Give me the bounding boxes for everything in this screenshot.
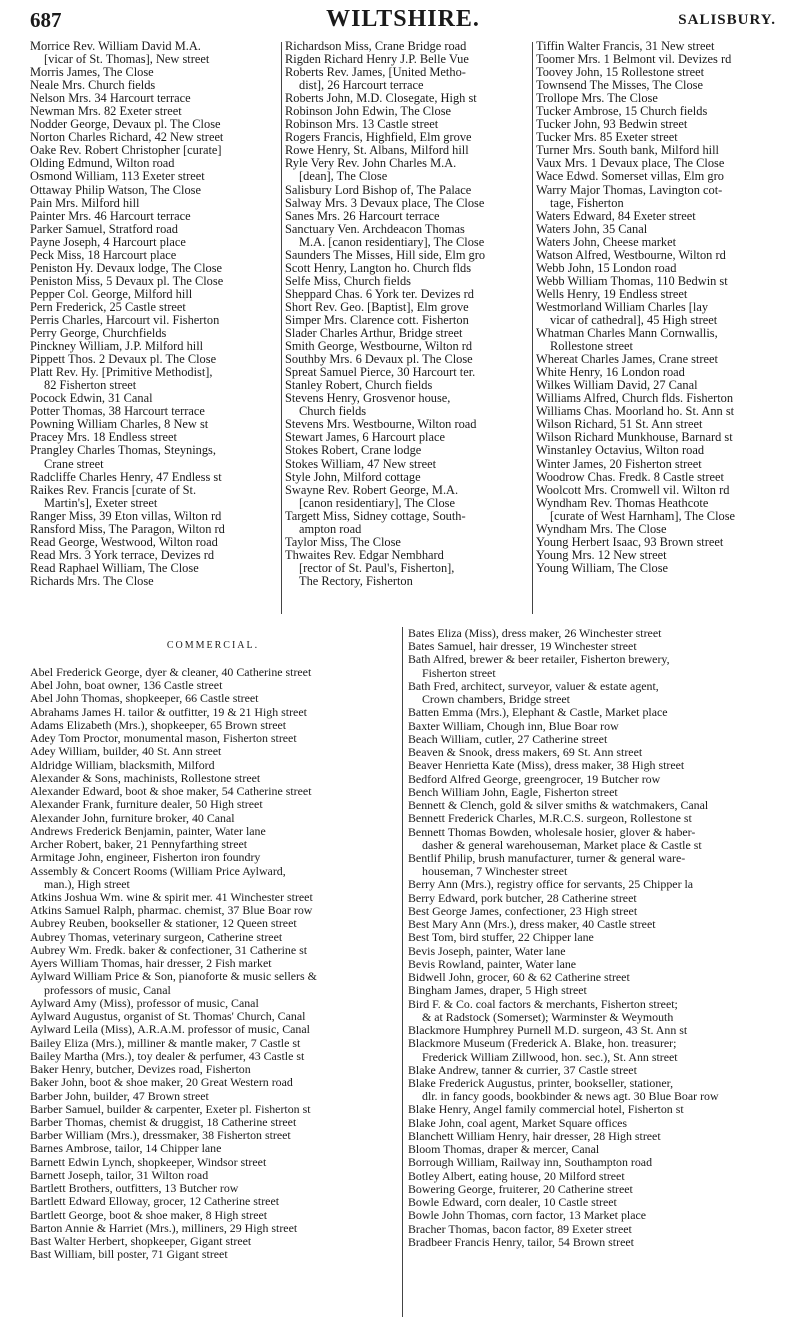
directory-entry: Ottaway Philip Watson, The Close	[30, 183, 201, 197]
directory-entry: Bird F. & Co. coal factors & merchants, Fisherton street;	[408, 997, 678, 1011]
directory-entry: Alexander Frank, furniture dealer, 50 High street	[30, 798, 263, 812]
directory-entry: Robinson John Edwin, The Close	[285, 105, 452, 119]
directory-entry: Abrahams James H. tailor & outfitter, 19 & 21 High street	[30, 705, 307, 719]
directory-entry: Berry Ann (Mrs.), registry office for servants, 25 Chipper la	[408, 878, 694, 892]
directory-entry: Ayers William Thomas, hair dresser, 2 Fish market	[30, 957, 272, 971]
directory-entry: Bowle John Thomas, corn factor, 13 Market place	[408, 1209, 647, 1223]
directory-entry: Adams Elizabeth (Mrs.), shopkeeper, 65 Brown street	[30, 718, 287, 732]
directory-entry: Bingham James, draper, 5 High street	[408, 984, 587, 998]
directory-entry: Bennett Thomas Bowden, wholesale hosier, glover & haber-	[408, 825, 696, 839]
directory-entry: Bath Fred, architect, surveyor, valuer & estate agent,	[408, 679, 659, 693]
directory-entry: Aldridge William, blacksmith, Milford	[30, 758, 215, 772]
directory-entry: Whatman Charles Mann Cornwallis,	[536, 327, 718, 341]
directory-entry: Prangley Charles Thomas, Steynings,	[30, 444, 216, 458]
directory-entry: Blanchett William Henry, hair dresser, 28 High street	[408, 1129, 661, 1143]
private-residents-column-1	[30, 40, 278, 588]
directory-entry: Bloom Thomas, draper & mercer, Canal	[408, 1143, 600, 1157]
directory-entry: Best Tom, bird stuffer, 22 Chipper lane	[408, 931, 594, 945]
directory-entry-continuation: [rector of St. Paul's, Fisherton],	[299, 561, 455, 575]
directory-entry: Osmond William, 113 Exeter street	[30, 170, 205, 184]
directory-entry-continuation: Crown chambers, Bridge street	[422, 693, 570, 707]
private-residents-column-3	[536, 40, 782, 575]
directory-entry: Woolcott Mrs. Cromwell vil. Wilton rd	[536, 483, 730, 497]
directory-entry: Webb John, 15 London road	[536, 261, 677, 275]
directory-entry: Winter James, 20 Fisherton street	[536, 457, 702, 471]
directory-entry: Young William, The Close	[536, 561, 669, 575]
directory-entry: Alexander & Sons, machinists, Rollestone street	[30, 771, 261, 785]
directory-entry: Sanes Mrs. 26 Harcourt terrace	[285, 209, 440, 223]
directory-entry-continuation: Fisherton street	[422, 666, 496, 680]
directory-entry: Read Raphael William, The Close	[30, 561, 199, 575]
directory-entry: Read George, Westwood, Wilton road	[30, 535, 218, 549]
directory-entry-continuation: Church fields	[299, 405, 367, 419]
directory-entry-continuation: [vicar of St. Thomas], New street	[44, 53, 210, 67]
directory-entry: Whereat Charles James, Crane street	[536, 353, 718, 367]
directory-entry: Blackmore Museum (Frederick A. Blake, hon. treasurer;	[408, 1037, 677, 1051]
directory-entry: Bedford Alfred George, greengrocer, 19 Butcher row	[408, 772, 661, 786]
directory-entry: Bradbeer Francis Henry, tailor, 54 Brown street	[408, 1235, 634, 1249]
directory-entry: Stevens Mrs. Westbourne, Wilton road	[285, 418, 477, 432]
directory-entry: Simper Mrs. Clarence cott. Fisherton	[285, 313, 469, 327]
directory-entry: Trollope Mrs. The Close	[536, 92, 658, 106]
directory-entry: Nelson Mrs. 34 Harcourt terrace	[30, 92, 191, 106]
directory-entry-continuation: Crane street	[44, 457, 104, 471]
directory-entry-continuation: dlr. in fancy goods, bookbinder & news agt. 30 Blue Boar row	[422, 1090, 719, 1104]
directory-entry: Bennett & Clench, gold & silver smiths & watchmakers, Canal	[408, 799, 709, 813]
directory-entry: Adey Tom Proctor, monumental mason, Fisherton street	[30, 732, 297, 746]
directory-entry: Berry Edward, pork butcher, 28 Catherine street	[408, 891, 637, 905]
directory-entry: Raikes Rev. Francis [curate of St.	[30, 483, 197, 497]
directory-entry: Barber Thomas, chemist & druggist, 18 Catherine street	[30, 1115, 297, 1129]
directory-entry-continuation: Rollestone street	[550, 340, 633, 354]
directory-entry: Wilkes William David, 27 Canal	[536, 379, 698, 393]
directory-entry: Targett Miss, Sidney cottage, South-	[285, 509, 466, 523]
directory-entry: Atkins Samuel Ralph, pharmac. chemist, 37 Blue Boar row	[30, 904, 313, 918]
directory-entry: Wyndham Mrs. The Close	[536, 522, 667, 536]
directory-entry: Stanley Robert, Church fields	[285, 379, 433, 393]
directory-entry: Bast Walter Herbert, shopkeeper, Gigant street	[30, 1235, 252, 1249]
directory-entry: Short Rev. Geo. [Baptist], Elm grove	[285, 300, 469, 314]
directory-entry: Sheppard Chas. 6 York ter. Devizes rd	[285, 287, 474, 301]
directory-entry: Bidwell John, grocer, 60 & 62 Catherine street	[408, 971, 630, 985]
column-rule	[532, 42, 533, 614]
directory-entry-continuation: tage, Fisherton	[550, 196, 624, 210]
directory-entry: Smith George, Westbourne, Wilton rd	[285, 340, 473, 354]
directory-entry: Archer Robert, baker, 21 Pennyfarthing street	[30, 838, 248, 852]
directory-entry: Barber Samuel, builder & carpenter, Exeter pl. Fisherton st	[30, 1102, 311, 1116]
directory-entry: Salisbury Lord Bishop of, The Palace	[285, 183, 472, 197]
directory-entry: Morris James, The Close	[30, 66, 154, 80]
directory-entry: Saunders The Misses, Hill side, Elm gro	[285, 248, 486, 262]
directory-entry-continuation: man.), High street	[44, 877, 130, 891]
directory-entry: Warry Major Thomas, Lavington cot-	[536, 183, 723, 197]
directory-entry: Aylward Leila (Miss), A.R.A.M. professor of music, Canal	[30, 1023, 310, 1037]
directory-entry: Blackmore Humphrey Purnell M.D. surgeon, 43 St. Ann st	[408, 1024, 688, 1038]
directory-entry: Perris Charles, Harcourt vil. Fisherton	[30, 313, 220, 327]
commercial-column-1	[30, 666, 396, 1262]
directory-entry: Atkins Joshua Wm. wine & spirit mer. 41 Winchester street	[30, 890, 313, 904]
directory-entry: Young Mrs. 12 New street	[536, 548, 667, 562]
directory-entry: Bennett Frederick Charles, M.R.C.S. surgeon, Rollestone st	[408, 812, 692, 826]
directory-entry: Waters John, Cheese market	[536, 235, 677, 249]
column-rule	[402, 627, 403, 1317]
directory-entry: Bartlett Brothers, outfitters, 13 Butcher row	[30, 1182, 239, 1196]
directory-entry: Stevens Henry, Grosvenor house,	[285, 392, 451, 406]
directory-entry: Vaux Mrs. 1 Devaux place, The Close	[536, 157, 725, 171]
directory-entry-continuation: [dean], The Close	[299, 170, 388, 184]
directory-entry-continuation: The Rectory, Fisherton	[299, 574, 413, 588]
directory-entry: Bast William, bill poster, 71 Gigant street	[30, 1248, 228, 1262]
directory-entry: Alexander John, furniture broker, 40 Canal	[30, 811, 235, 825]
running-header	[30, 6, 776, 36]
directory-entry: Bath Alfred, brewer & beer retailer, Fisherton brewery,	[408, 653, 670, 667]
directory-entry: Bracher Thomas, bacon factor, 89 Exeter street	[408, 1222, 632, 1236]
town-heading: SALISBURY.	[678, 12, 776, 28]
directory-entry: Blake Henry, Angel family commercial hotel, Fisherton st	[408, 1103, 684, 1117]
directory-entry: Roberts John, M.D. Closegate, High st	[285, 92, 477, 106]
directory-entry: Bowle Edward, corn dealer, 10 Castle street	[408, 1196, 617, 1210]
directory-entry: Stokes Robert, Crane lodge	[285, 444, 422, 458]
directory-entry: Bench William John, Eagle, Fisherton street	[408, 785, 618, 799]
directory-entry: Pracey Mrs. 18 Endless street	[30, 431, 177, 445]
directory-entry: Borrough William, Railway inn, Southampton road	[408, 1156, 653, 1170]
directory-entry: Bentlif Philip, brush manufacturer, turner & general ware-	[408, 851, 686, 865]
commercial-column-2	[408, 627, 784, 1249]
directory-entry-continuation: M.A. [canon residentiary], The Close	[299, 235, 485, 249]
directory-entry: Tucker John, 93 Bedwin street	[536, 118, 688, 132]
directory-entry: Richards Mrs. The Close	[30, 574, 154, 588]
directory-entry: Morrice Rev. William David M.A.	[30, 40, 201, 53]
directory-entry: Oake Rev. Robert Christopher [curate]	[30, 144, 222, 158]
directory-entry: Turner Mrs. South bank, Milford hill	[536, 144, 719, 158]
directory-entry: Baker John, boot & shoe maker, 20 Great Western road	[30, 1076, 293, 1090]
directory-entry: Abel Frederick George, dyer & cleaner, 40 Catherine street	[30, 666, 312, 679]
directory-entry: Peniston Miss, 5 Devaux pl. The Close	[30, 274, 224, 288]
directory-entry: Aubrey Wm. Fredk. baker & confectioner, 31 Catherine st	[30, 943, 307, 957]
directory-entry: Tucker Mrs. 85 Exeter street	[536, 131, 678, 145]
directory-entry: Armitage John, engineer, Fisherton iron foundry	[30, 851, 261, 865]
directory-entry: Norton Charles Richard, 42 New street	[30, 131, 224, 145]
directory-entry: Andrews Frederick Benjamin, painter, Water lane	[30, 824, 266, 838]
directory-entry: Barber William (Mrs.), dressmaker, 38 Fisherton street	[30, 1129, 291, 1143]
directory-entry: Stokes William, 47 New street	[285, 457, 437, 471]
directory-entry: Spreat Samuel Pierce, 30 Harcourt ter.	[285, 366, 476, 380]
directory-entry: Barnes Ambrose, tailor, 14 Chipper lane	[30, 1142, 222, 1156]
directory-entry: Style John, Milford cottage	[285, 470, 421, 484]
directory-entry: Perry George, Churchfields	[30, 327, 167, 341]
directory-entry: Blake Frederick Augustus, printer, bookseller, stationer,	[408, 1076, 674, 1090]
directory-entry-continuation: dasher & general warehouseman, Market place & Castle st	[422, 838, 702, 852]
directory-entry: Botley Albert, eating house, 20 Milford street	[408, 1169, 625, 1183]
directory-entry-continuation: ampton road	[299, 522, 362, 536]
directory-entry: Robinson Mrs. 13 Castle street	[285, 118, 439, 132]
directory-entry: Baker Henry, butcher, Devizes road, Fisherton	[30, 1063, 251, 1077]
directory-entry: Blake John, coal agent, Market Square offices	[408, 1116, 628, 1130]
directory-entry: Thwaites Rev. Edgar Nembhard	[285, 548, 444, 562]
directory-entry: Rogers Francis, Highfield, Elm grove	[285, 131, 472, 145]
directory-entry: Bailey Martha (Mrs.), toy dealer & perfumer, 43 Castle st	[30, 1049, 305, 1063]
directory-entry: Newman Mrs. 82 Exeter street	[30, 105, 182, 119]
column-rule	[281, 42, 282, 614]
directory-entry: Webb William Thomas, 110 Bedwin st	[536, 274, 728, 288]
directory-entry: Toovey John, 15 Rollestone street	[536, 66, 705, 80]
directory-entry: Watson Alfred, Westbourne, Wilton rd	[536, 248, 726, 262]
directory-entry: Winstanley Octavius, Wilton road	[536, 444, 705, 458]
directory-entry: Powning William Charles, 8 New st	[30, 418, 209, 432]
directory-entry: Woodrow Chas. Fredk. 8 Castle street	[536, 470, 724, 484]
commercial-heading: COMMERCIAL.	[166, 640, 260, 651]
directory-entry: Bartlett George, boot & shoe maker, 8 High street	[30, 1208, 268, 1222]
directory-entry: Taylor Miss, The Close	[285, 535, 401, 549]
directory-entry: Tucker Ambrose, 15 Church fields	[536, 105, 708, 119]
directory-entry: Read Mrs. 3 York terrace, Devizes rd	[30, 548, 215, 562]
directory-entry: Richardson Miss, Crane Bridge road	[285, 40, 467, 53]
directory-entry: Pern Frederick, 25 Castle street	[30, 300, 186, 314]
directory-entry: Waters Edward, 84 Exeter street	[536, 209, 696, 223]
directory-entry: Batten Emma (Mrs.), Elephant & Castle, Market place	[408, 706, 668, 720]
directory-entry: Wilson Richard, 51 St. Ann street	[536, 418, 703, 432]
directory-entry: Williams Alfred, Church flds. Fisherton	[536, 392, 734, 406]
directory-entry: Abel John, boat owner, 136 Castle street	[30, 679, 223, 693]
directory-entry: Best George James, confectioner, 23 High street	[408, 904, 638, 918]
directory-entry: Blake Andrew, tanner & currier, 37 Castle street	[408, 1063, 637, 1077]
directory-entry: Abel John Thomas, shopkeeper, 66 Castle street	[30, 692, 259, 706]
directory-entry: Beaver Henrietta Kate (Miss), dress maker, 38 High street	[408, 759, 685, 773]
directory-entry-continuation: Frederick William Zillwood, hon. sec.), St. Ann street	[422, 1050, 678, 1064]
directory-entry: Bowering George, fruiterer, 20 Catherine street	[408, 1182, 633, 1196]
directory-entry: Southby Mrs. 6 Devaux pl. The Close	[285, 353, 473, 367]
directory-entry: Bartlett Edward Elloway, grocer, 12 Catherine street	[30, 1195, 280, 1209]
directory-entry: Neale Mrs. Church fields	[30, 79, 156, 93]
directory-entry-continuation: [canon residentiary], The Close	[299, 496, 455, 510]
directory-entry: Selfe Miss, Church fields	[285, 274, 411, 288]
directory-entry: Young Herbert Isaac, 93 Brown street	[536, 535, 724, 549]
directory-entry: Roberts Rev. James, [United Metho-	[285, 66, 466, 80]
directory-entry: Barnett Joseph, tailor, 31 Wilton road	[30, 1168, 209, 1182]
directory-entry: Barton Annie & Harriet (Mrs.), milliners, 29 High street	[30, 1221, 298, 1235]
private-residents-column-2	[285, 40, 528, 588]
directory-entry: Ranger Miss, 39 Eton villas, Wilton rd	[30, 509, 222, 523]
directory-entry: Wilson Richard Munkhouse, Barnard st	[536, 431, 733, 445]
directory-entry: Waters John, 35 Canal	[536, 222, 648, 236]
page-title: WILTSHIRE.	[326, 6, 480, 32]
directory-entry-continuation: [curate of West Harnham], The Close	[550, 509, 736, 523]
directory-entry: Peniston Hy. Devaux lodge, The Close	[30, 261, 223, 275]
directory-entry: Aubrey Thomas, veterinary surgeon, Catherine street	[30, 930, 283, 944]
page-number: 687	[30, 8, 62, 32]
directory-entry: Payne Joseph, 4 Harcourt place	[30, 235, 186, 249]
directory-entry: Swayne Rev. Robert George, M.A.	[285, 483, 459, 497]
directory-entry: Pepper Col. George, Milford hill	[30, 287, 193, 301]
directory-entry: Aubrey Reuben, bookseller & stationer, 12 Queen street	[30, 917, 297, 931]
directory-entry: Wace Edwd. Somerset villas, Elm gro	[536, 170, 724, 184]
directory-entry: Olding Edmund, Wilton road	[30, 157, 175, 171]
directory-entry: Williams Chas. Moorland ho. St. Ann st	[536, 405, 735, 419]
directory-entry: Rigden Richard Henry J.P. Belle Vue	[285, 53, 469, 67]
directory-entry: Nodder George, Devaux pl. The Close	[30, 118, 221, 132]
directory-entry: Pocock Edwin, 31 Canal	[30, 392, 153, 406]
directory-entry: Aylward William Price & Son, pianoforte & music sellers &	[30, 970, 317, 984]
directory-entry: Peck Miss, 18 Harcourt place	[30, 248, 177, 262]
directory-entry: White Henry, 16 London road	[536, 366, 685, 380]
directory-entry: Scott Henry, Langton ho. Church flds	[285, 261, 472, 275]
directory-entry: Pippett Thos. 2 Devaux pl. The Close	[30, 353, 217, 367]
directory-entry: Alexander Edward, boot & shoe maker, 54 Catherine street	[30, 785, 312, 799]
directory-entry: Tiffin Walter Francis, 31 New street	[536, 40, 715, 53]
directory-entry: Bevis Rowland, painter, Water lane	[408, 957, 577, 971]
directory-entry: Ransford Miss, The Paragon, Wilton rd	[30, 522, 225, 536]
directory-entry: Rowe Henry, St. Albans, Milford hill	[285, 144, 469, 158]
directory-entry: Adey William, builder, 40 St. Ann street	[30, 745, 222, 759]
directory-entry-continuation: professors of music, Canal	[44, 983, 171, 997]
directory-entry: Potter Thomas, 38 Harcourt terrace	[30, 405, 205, 419]
directory-entry-continuation: Martin's], Exeter street	[44, 496, 158, 510]
directory-entry: Aylward Augustus, organist of St. Thomas' Church, Canal	[30, 1010, 306, 1024]
directory-entry: Baxter William, Chough inn, Blue Boar row	[408, 719, 619, 733]
directory-entry-continuation: houseman, 7 Winchester street	[422, 865, 568, 879]
directory-entry: Westmorland William Charles [lay	[536, 300, 709, 314]
directory-entry-continuation: 82 Fisherton street	[44, 379, 137, 393]
directory-entry: Bates Eliza (Miss), dress maker, 26 Winchester street	[408, 627, 662, 640]
directory-entry: Beaven & Snook, dress makers, 69 St. Ann street	[408, 746, 643, 760]
directory-entry: Toomer Mrs. 1 Belmont vil. Devizes rd	[536, 53, 732, 67]
directory-entry: Sanctuary Ven. Archdeacon Thomas	[285, 222, 465, 236]
directory-entry: Stewart James, 6 Harcourt place	[285, 431, 445, 445]
directory-entry-continuation: dist], 26 Harcourt terrace	[299, 79, 424, 93]
directory-entry: Ryle Very Rev. John Charles M.A.	[285, 157, 457, 171]
directory-entry: Pain Mrs. Milford hill	[30, 196, 140, 210]
directory-entry: Bates Samuel, hair dresser, 19 Winchester street	[408, 640, 637, 654]
directory-entry: Barber John, builder, 47 Brown street	[30, 1089, 209, 1103]
directory-entry: Wells Henry, 19 Endless street	[536, 287, 688, 301]
directory-entry: Barnett Edwin Lynch, shopkeeper, Windsor street	[30, 1155, 267, 1169]
directory-entry: Townsend The Misses, The Close	[536, 79, 703, 93]
directory-entry: Beach William, cutler, 27 Catherine street	[408, 732, 608, 746]
directory-entry: Painter Mrs. 46 Harcourt terrace	[30, 209, 191, 223]
directory-entry-continuation: & at Radstock (Somerset); Warminster & Weymouth	[422, 1010, 674, 1024]
directory-entry: Platt Rev. Hy. [Primitive Methodist],	[30, 366, 213, 380]
directory-entry: Salway Mrs. 3 Devaux place, The Close	[285, 196, 485, 210]
directory-entry: Radcliffe Charles Henry, 47 Endless st	[30, 470, 222, 484]
directory-entry: Parker Samuel, Stratford road	[30, 222, 178, 236]
directory-entry: Best Mary Ann (Mrs.), dress maker, 40 Castle street	[408, 918, 656, 932]
directory-entry: Bevis Joseph, painter, Water lane	[408, 944, 566, 958]
directory-entry: Bailey Eliza (Mrs.), milliner & mantle maker, 7 Castle st	[30, 1036, 301, 1050]
directory-entry: Slader Charles Arthur, Bridge street	[285, 327, 463, 341]
directory-entry: Assembly & Concert Rooms (William Price Aylward,	[30, 864, 286, 878]
directory-entry: Pinckney William, J.P. Milford hill	[30, 340, 204, 354]
directory-entry-continuation: vicar of cathedral], 45 High street	[550, 313, 718, 327]
directory-entry: Wyndham Rev. Thomas Heathcote	[536, 496, 709, 510]
directory-entry: Aylward Amy (Miss), professor of music, Canal	[30, 996, 259, 1010]
